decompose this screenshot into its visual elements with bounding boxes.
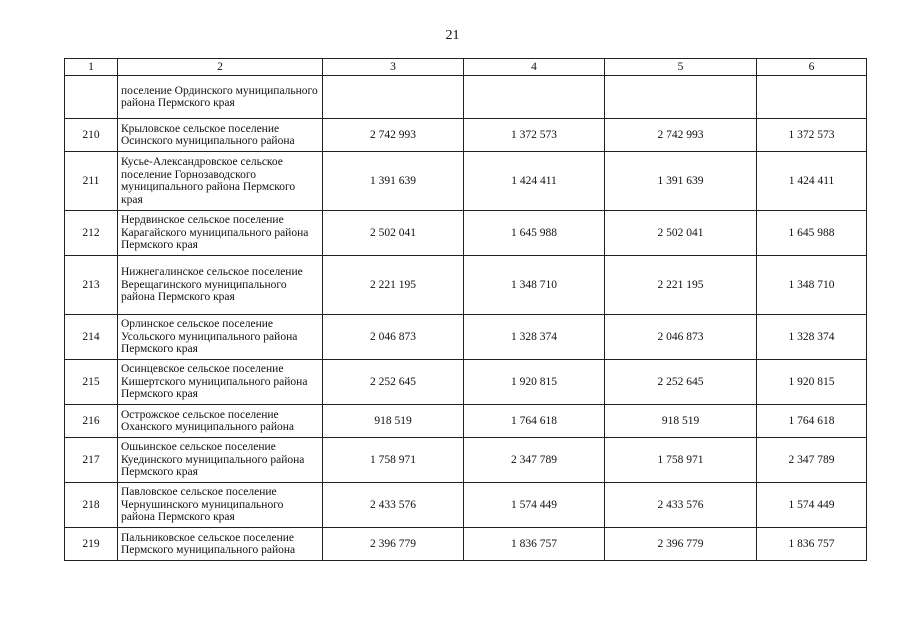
value-cell-col3: 2 252 645 [323,360,464,405]
column-header: 1 [65,59,118,76]
table-row [65,360,867,405]
value-cell-col4: 1 328 374 [464,315,605,360]
row-number-cell: 213 [65,256,118,315]
table-row [65,483,867,528]
value-cell-col4: 1 764 618 [464,405,605,438]
value-cell-col6: 1 574 449 [757,483,867,528]
value-cell-col3: 1 758 971 [323,438,464,483]
value-cell-col6 [757,76,867,119]
column-header: 4 [464,59,605,76]
value-cell-col4: 1 645 988 [464,211,605,256]
row-number-cell: 217 [65,438,118,483]
settlement-name-cell: Осинцевское сельское поселение Кишертского муниципального района Пермского края [118,360,323,405]
value-cell-col3: 1 391 639 [323,152,464,211]
value-cell-col5: 2 396 779 [605,528,757,561]
value-cell-col3: 918 519 [323,405,464,438]
value-cell-col6: 2 347 789 [757,438,867,483]
value-cell-col4: 1 836 757 [464,528,605,561]
value-cell-col5: 1 391 639 [605,152,757,211]
value-cell-col3: 2 221 195 [323,256,464,315]
row-number-cell: 219 [65,528,118,561]
value-cell-col4: 2 347 789 [464,438,605,483]
settlement-name-cell: Павловское сельское поселение Чернушинского муниципального района Пермского края [118,483,323,528]
column-header: 3 [323,59,464,76]
row-number-cell: 218 [65,483,118,528]
row-number-cell: 215 [65,360,118,405]
value-cell-col3: 2 502 041 [323,211,464,256]
settlement-name-cell: Острожское сельское поселение Оханского муниципального района [118,405,323,438]
value-cell-col6: 1 424 411 [757,152,867,211]
settlement-name-cell: поселение Ординского муниципального района Пермского края [118,76,323,119]
table-row [65,438,867,483]
column-header: 6 [757,59,867,76]
table-row [65,315,867,360]
settlement-name-cell: Ошьинское сельское поселение Куединского муниципального района Пермского края [118,438,323,483]
value-cell-col6: 1 920 815 [757,360,867,405]
page-number: 21 [445,28,460,43]
value-cell-col3: 2 396 779 [323,528,464,561]
value-cell-col6: 1 348 710 [757,256,867,315]
data-table [64,58,867,561]
value-cell-col5: 2 433 576 [605,483,757,528]
table-row [65,76,867,119]
table-row [65,528,867,561]
value-cell-col6: 1 328 374 [757,315,867,360]
value-cell-col4: 1 574 449 [464,483,605,528]
settlement-name-cell: Крыловское сельское поселение Осинского муниципального района [118,119,323,152]
row-number-cell: 214 [65,315,118,360]
table-row [65,256,867,315]
settlement-name-cell: Нердвинское сельское поселение Карагайского муниципального района Пермского края [118,211,323,256]
value-cell-col5: 1 758 971 [605,438,757,483]
value-cell-col6: 1 764 618 [757,405,867,438]
value-cell-col4: 1 372 573 [464,119,605,152]
value-cell-col5: 2 046 873 [605,315,757,360]
row-number-cell: 216 [65,405,118,438]
row-number-cell: 210 [65,119,118,152]
row-number-cell [65,76,118,119]
row-number-cell: 211 [65,152,118,211]
value-cell-col4: 1 424 411 [464,152,605,211]
value-cell-col3 [323,76,464,119]
value-cell-col5: 2 252 645 [605,360,757,405]
value-cell-col5 [605,76,757,119]
column-header: 5 [605,59,757,76]
value-cell-col5: 2 742 993 [605,119,757,152]
value-cell-col5: 918 519 [605,405,757,438]
table-row [65,405,867,438]
value-cell-col4: 1 920 815 [464,360,605,405]
value-cell-col6: 1 645 988 [757,211,867,256]
settlement-name-cell: Пальниковское сельское поселение Пермского муниципального района [118,528,323,561]
value-cell-col4: 1 348 710 [464,256,605,315]
value-cell-col6: 1 372 573 [757,119,867,152]
value-cell-col5: 2 221 195 [605,256,757,315]
settlement-name-cell: Орлинское сельское поселение Усольского муниципального района Пермского края [118,315,323,360]
table-row [65,211,867,256]
settlement-name-cell: Кусье-Александровское сельское поселение Горнозаводского муниципального района Пермского края [118,152,323,211]
value-cell-col4 [464,76,605,119]
value-cell-col3: 2 433 576 [323,483,464,528]
value-cell-col3: 2 742 993 [323,119,464,152]
header-row [65,59,867,76]
table-row [65,119,867,152]
value-cell-col3: 2 046 873 [323,315,464,360]
table-row [65,152,867,211]
row-number-cell: 212 [65,211,118,256]
value-cell-col5: 2 502 041 [605,211,757,256]
value-cell-col6: 1 836 757 [757,528,867,561]
settlement-name-cell: Нижнегалинское сельское поселение Верещагинского муниципального района Пермского края [118,256,323,315]
column-header: 2 [118,59,323,76]
